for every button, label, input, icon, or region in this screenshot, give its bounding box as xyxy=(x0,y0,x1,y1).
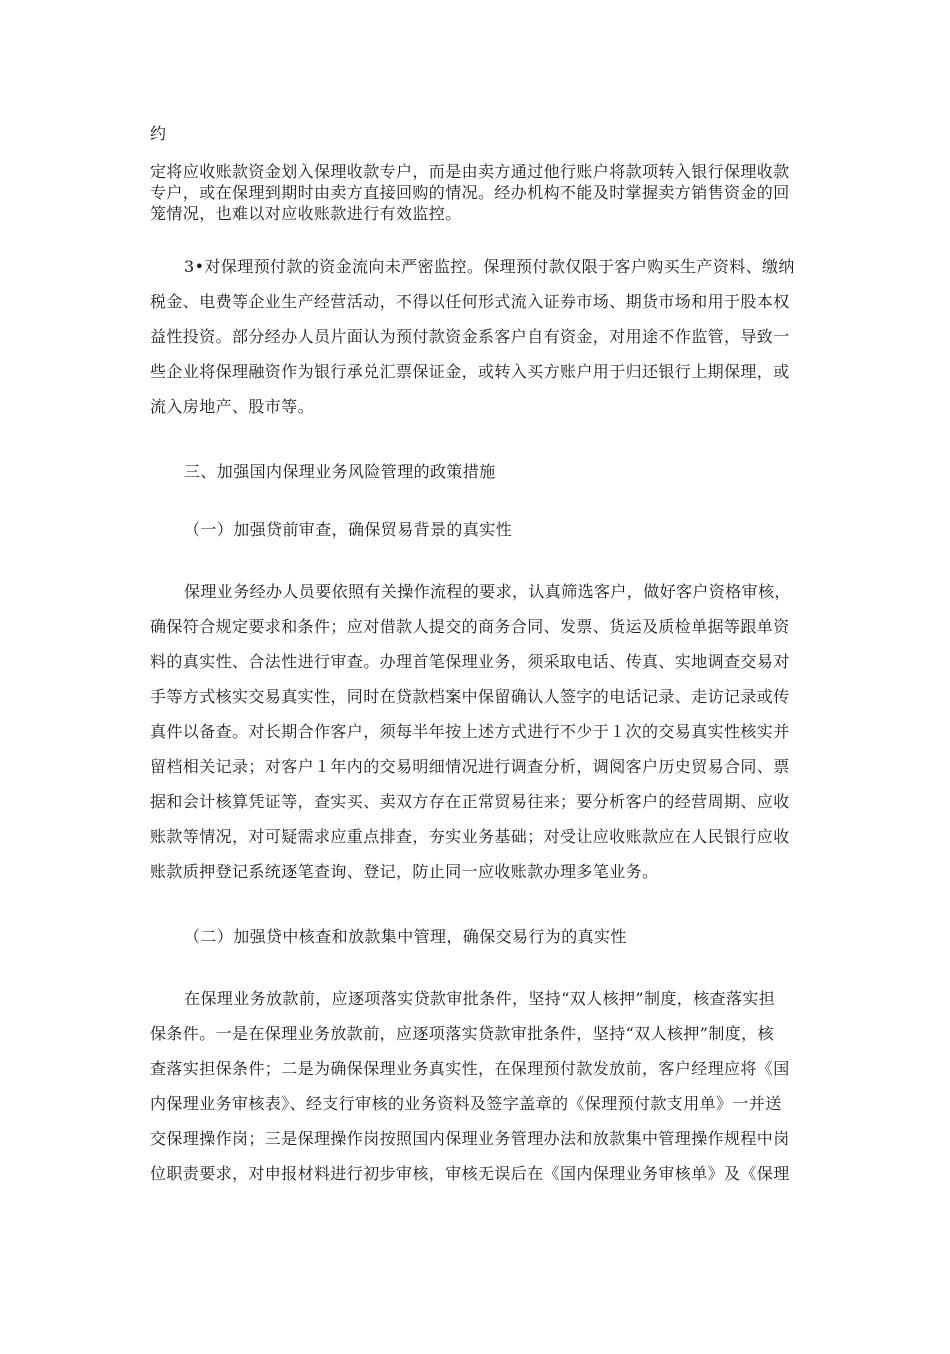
paragraph-line: 查落实担保条件；二是为确保保理业务真实性，在保理预付款发放前，客户经理应将《国 xyxy=(150,1059,790,1078)
section-heading: 三、加强国内保理业务风险管理的政策措施 xyxy=(184,462,496,481)
paragraph-line: 益性投资。部分经办人员片面认为预付款资金系客户自有资金，对用途不作监管，导致一 xyxy=(150,327,790,346)
paragraph-line: 3•对保理预付款的资金流向未严密监控。保理预付款仅限于客户购买生产资料、缴纳 xyxy=(184,257,795,276)
paragraph-line: 内保理业务审核表》、经支行审核的业务资料及签字盖章的《保理预付款支用单》一并送 xyxy=(150,1094,782,1113)
paragraph-line: 些企业将保理融资作为银行承兑汇票保证金，或转入买方账户用于归还银行上期保理，或 xyxy=(150,362,790,381)
paragraph-line: 手等方式核实交易真实性，同时在贷款档案中保留确认人签字的电话记录、走访记录或传 xyxy=(150,687,790,706)
paragraph-line: 定将应收账款资金划入保理收款专户，而是由卖方通过他行账户将款项转入银行保理收款 xyxy=(150,162,790,181)
paragraph-line: 保条件。一是在保理业务放款前，应逐项落实贷款审批条件，坚持“双人核押”制度，核 xyxy=(150,1024,774,1043)
paragraph-line: 账款等情况，对可疑需求应重点排查，夯实业务基础；对受让应收账款应在人民银行应收 xyxy=(150,827,790,846)
paragraph-line: 专户，或在保理到期时由卖方直接回购的情况。经办机构不能及时掌握卖方销售资金的回 xyxy=(150,183,790,202)
paragraph-line: 真件以备查。对长期合作客户，须每半年按上述方式进行不少于１次的交易真实性核实并 xyxy=(150,722,790,741)
paragraph-line: 位职责要求，对申报材料进行初步审核，审核无误后在《国内保理业务审核单》及《保理 xyxy=(150,1164,790,1183)
paragraph-line: 流入房地产、股市等。 xyxy=(150,397,315,416)
paragraph-line: 据和会计核算凭证等，查实买、卖双方存在正常贸易往来；要分析客户的经营周期、应收 xyxy=(150,792,790,811)
subsection-heading: （一）加强贷前审查，确保贸易背景的真实性 xyxy=(184,520,513,539)
paragraph-line: 交保理操作岗；三是保理操作岗按照国内保理业务管理办法和放款集中管理操作规程中岗 xyxy=(150,1129,790,1148)
paragraph-line: 税金、电费等企业生产经营活动，不得以任何形式流入证券市场、期货市场和用于股本权 xyxy=(150,292,790,311)
paragraph-line: 笼情况，也难以对应收账款进行有效监控。 xyxy=(150,204,462,223)
paragraph-line: 确保符合规定要求和条件；应对借款人提交的商务合同、发票、货运及质检单据等跟单资 xyxy=(150,617,790,636)
paragraph-line: 保理业务经办人员要依照有关操作流程的要求，认真筛选客户，做好客户资格审核， xyxy=(184,582,791,601)
subsection-heading: （二）加强贷中核查和放款集中管理，确保交易行为的真实性 xyxy=(184,927,627,946)
paragraph-line: 账款质押登记系统逐笔查询、登记，防止同一应收账款办理多笔业务。 xyxy=(150,862,659,881)
fragment-line: 约 xyxy=(150,124,167,143)
paragraph-line: 留档相关记录；对客户１年内的交易明细情况进行调查分析，调阅客户历史贸易合同、票 xyxy=(150,757,790,776)
paragraph-line: 在保理业务放款前，应逐项落实贷款审批条件，坚持“双人核押”制度，核查落实担 xyxy=(184,989,776,1008)
paragraph-line: 料的真实性、合法性进行审查。办理首笔保理业务，须采取电话、传真、实地调查交易对 xyxy=(150,652,790,671)
